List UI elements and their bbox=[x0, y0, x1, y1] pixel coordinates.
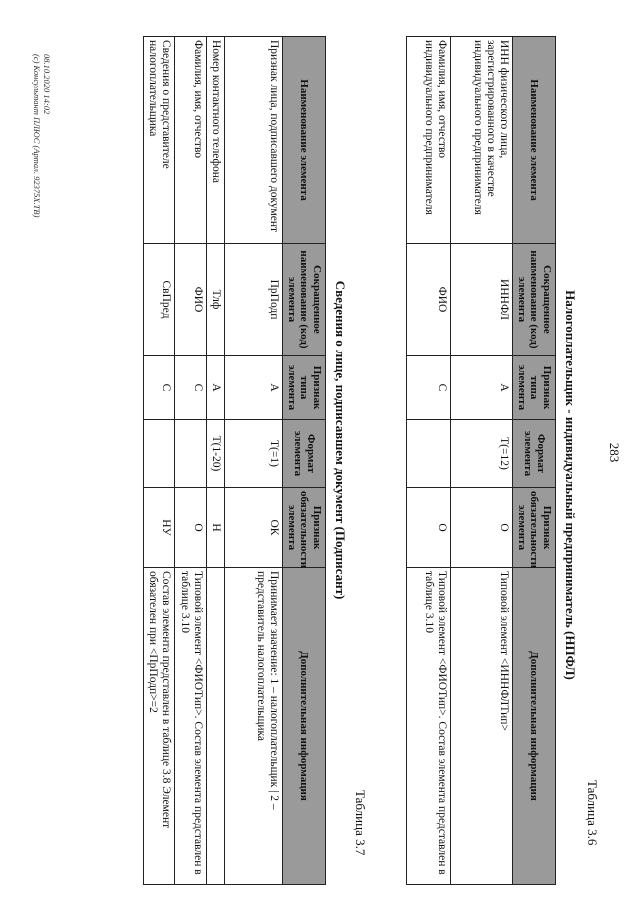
column-header: Наименование элемента bbox=[513, 37, 556, 244]
table-cell: Сведения о представителе налогоплательщика bbox=[143, 37, 174, 244]
table-cell: СвПред bbox=[143, 244, 174, 356]
column-header: Сокращенное наименование (код) элемента bbox=[513, 244, 556, 356]
table-cell: Состав элемента представлен в таблице 3.8 Элемент обязателен при <ПрПодп>=2 bbox=[143, 568, 174, 885]
table-cell bbox=[407, 420, 451, 488]
column-header: Признак типа элемента bbox=[513, 356, 556, 420]
table-cell: Т(1-20) bbox=[206, 420, 224, 488]
table-cell: Фамилия, имя, отчество индивидуального предпринимателя bbox=[407, 37, 451, 244]
table-cell: А bbox=[225, 356, 283, 420]
table-cell: ИННФЛ bbox=[451, 244, 513, 356]
column-header: Признак обязательности элемента bbox=[283, 488, 326, 568]
table-cell: А bbox=[451, 356, 513, 420]
table-header-row bbox=[513, 37, 556, 885]
table-cell: Типовой элемент <ИННФЛТип> bbox=[451, 568, 513, 885]
table-cell: ФИО bbox=[407, 244, 451, 356]
table-row bbox=[407, 37, 451, 885]
table-cell: С bbox=[175, 356, 206, 420]
table-caption-3-7: Таблица 3.7 bbox=[353, 790, 368, 856]
table-cell: ФИО bbox=[175, 244, 206, 356]
table-caption-3-6: Таблица 3.6 bbox=[585, 780, 600, 846]
table-cell: ОК bbox=[225, 488, 283, 568]
table-row bbox=[451, 37, 513, 885]
table-cell: Номер контактного телефона bbox=[206, 37, 224, 244]
page-number: 283 bbox=[607, 442, 622, 463]
table-cell: О bbox=[451, 488, 513, 568]
table-row bbox=[225, 37, 283, 885]
table-cell: Фамилия, имя, отчество bbox=[175, 37, 206, 244]
table-cell: ИНН физического лица, зарегистрированного в качестве индивидуального предпринимателя bbox=[451, 37, 513, 244]
table-cell: Типовой элемент <ФИОТип>. Состав элемента представлен в таблице 3.10 bbox=[407, 568, 451, 885]
page-footer bbox=[32, 54, 52, 217]
column-header: Формат элемента bbox=[513, 420, 556, 488]
table-cell: О bbox=[407, 488, 451, 568]
column-header: Дополнительная информация bbox=[513, 568, 556, 885]
table-cell: Типовой элемент <ФИОТип>. Состав элемента представлен в таблице 3.10 bbox=[175, 568, 206, 885]
footer-timestamp: 08.10.2020 14:02 bbox=[42, 54, 52, 115]
table-row bbox=[143, 37, 174, 885]
table-cell: А bbox=[206, 356, 224, 420]
table-title-3-6: Налогоплательщик - индивидуальный предприниматель (НПФЛ) bbox=[563, 290, 578, 680]
table-cell: О bbox=[175, 488, 206, 568]
footer-source: (c) Консультант ПЛЮС (Артал. 92375Х.ТВ) bbox=[31, 54, 42, 218]
column-header: Наименование элемента bbox=[283, 37, 326, 244]
table-3-6 bbox=[406, 36, 556, 885]
table-row bbox=[175, 37, 206, 885]
table-cell: ПрПодп bbox=[225, 244, 283, 356]
table-cell bbox=[206, 568, 224, 885]
table-cell: НУ bbox=[143, 488, 174, 568]
table-header-row bbox=[283, 37, 326, 885]
table-cell: Т(=12) bbox=[451, 420, 513, 488]
column-header: Формат элемента bbox=[283, 420, 326, 488]
table-cell: Принимает значение: 1 – налогоплательщик | 2 – представитель налогоплательщика bbox=[225, 568, 283, 885]
table-cell: Признак лица, подписавшего документ bbox=[225, 37, 283, 244]
table-cell: Т(=1) bbox=[225, 420, 283, 488]
table-row bbox=[206, 37, 224, 885]
column-header: Сокращенное наименование (код) элемента bbox=[283, 244, 326, 356]
column-header: Дополнительная информация bbox=[283, 568, 326, 885]
table-cell: Тлф bbox=[206, 244, 224, 356]
table-cell bbox=[175, 420, 206, 488]
column-header: Признак типа элемента bbox=[283, 356, 326, 420]
table-cell: Н bbox=[206, 488, 224, 568]
table-cell: С bbox=[407, 356, 451, 420]
table-cell bbox=[143, 420, 174, 488]
table-cell: С bbox=[143, 356, 174, 420]
table-title-3-7: Сведения о лице, подписавшем документ (Подписант) bbox=[333, 280, 348, 600]
column-header: Признак обязательности элемента bbox=[513, 488, 556, 568]
table-3-7 bbox=[143, 36, 326, 885]
